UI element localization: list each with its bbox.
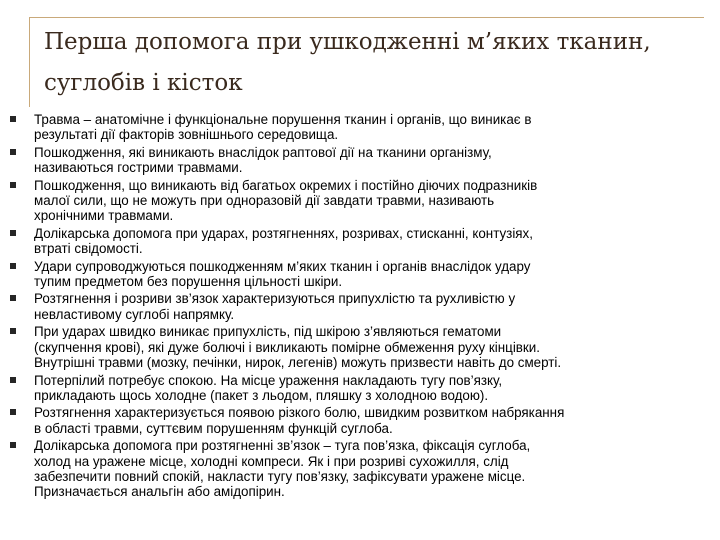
list-item-line: втраті свідомості.: [34, 241, 143, 257]
bullet-list: [0, 112, 720, 502]
decorative-frame-vertical: [29, 17, 30, 107]
list-item: [0, 259, 720, 290]
square-bullet-icon: [10, 263, 16, 269]
list-item-line: результаті дії факторів зовнішнього середовища.: [34, 127, 339, 143]
list-item-line: При ударах швидко виникає припухлість, під шкірою з’являються гематоми: [34, 324, 502, 340]
list-item: [0, 178, 720, 224]
list-item-text: [34, 112, 712, 143]
square-bullet-icon: [10, 442, 16, 448]
list-item-line: Призначається анальгін або амідопірин.: [34, 484, 285, 500]
square-bullet-icon: [10, 295, 16, 301]
list-item-text: [34, 178, 712, 224]
square-bullet-icon: [10, 230, 16, 236]
list-item-line: Розтягнення характеризується появою різкого болю, швидким розвитком набрякання: [34, 405, 565, 421]
square-bullet-icon: [10, 328, 16, 334]
list-item: [0, 405, 720, 436]
list-item-line: (скупчення крові), які дуже болючі і викликають помірне обмеження руху кінцівки.: [34, 339, 540, 355]
list-item: [0, 226, 720, 257]
list-item-line: Пошкодження, які виникають внаслідок раптової дії на тканини організму,: [34, 144, 492, 160]
list-item-line: Долікарська допомога при ударах, розтягненнях, розривах, стисканні, контузіях,: [34, 225, 533, 241]
list-item-line: Розтягнення і розриви зв’язок характеризуються припухлістю та рухливістю у: [34, 291, 516, 307]
list-item-line: Травма – анатомічне і функціональне порушення тканин і органів, що виникає в: [34, 112, 532, 127]
list-item: [0, 324, 720, 370]
list-item-line: холод на уражене місце, холодні компреси. Як і при розриві сухожилля, слід: [34, 453, 509, 469]
square-bullet-icon: [10, 149, 16, 155]
square-bullet-icon: [10, 377, 16, 383]
slide-title: [44, 22, 704, 104]
list-item-line: хронічними травмами.: [34, 208, 174, 224]
decorative-frame-horizontal: [29, 17, 704, 18]
list-item-text: [34, 291, 712, 322]
list-item-line: забезпечити повний спокій, накласти тугу пов’язку, зафіксувати уражене місце.: [34, 468, 526, 484]
list-item: [0, 373, 720, 404]
list-item-line: називаються гострими травмами.: [34, 160, 243, 176]
list-item-line: невластивому суглобі напрямку.: [34, 306, 235, 322]
list-item: [0, 112, 720, 143]
list-item-line: малої сили, що не можуть при одноразовій дії завдати травми, називають: [34, 193, 495, 209]
list-item-text: [34, 226, 712, 257]
list-item-text: [34, 373, 712, 404]
list-item: [0, 438, 720, 500]
list-item-line: Внутрішні травми (мозку, печінки, нирок, легенів) можуть призвести навіть до смерті.: [34, 355, 562, 371]
list-item-line: прикладають щось холодне (пакет з льодом, пляшку з холодною водою).: [34, 387, 489, 403]
list-item-text: [34, 145, 712, 176]
list-item-line: в області травми, суттєвим порушенням функцій суглоба.: [34, 420, 393, 436]
list-item-text: [34, 259, 712, 290]
title-line: Перша допомога при ушкодженні м’яких тканин,: [44, 29, 651, 55]
list-item-text: [34, 438, 712, 500]
list-item-line: Долікарська допомога при розтягненні зв’язок – туга пов’язка, фіксація суглоба,: [34, 438, 531, 454]
list-item-line: Удари супроводжуються пошкодженням м’яких тканин і органів внаслідок удару: [34, 258, 531, 274]
square-bullet-icon: [10, 116, 16, 122]
list-item-line: тупим предметом без порушення цільності шкіри.: [34, 274, 343, 290]
list-item-line: Пошкодження, що виникають від багатьох окремих і постійно діючих подразників: [34, 177, 538, 193]
list-item-text: [34, 324, 712, 370]
list-item-line: Потерпілий потребує спокою. На місце ураження накладають тугу пов’язку,: [34, 372, 503, 388]
list-item: [0, 291, 720, 322]
title-line: суглобів і кісток: [44, 70, 243, 96]
list-item: [0, 145, 720, 176]
square-bullet-icon: [10, 182, 16, 188]
list-item-text: [34, 405, 712, 436]
square-bullet-icon: [10, 409, 16, 415]
